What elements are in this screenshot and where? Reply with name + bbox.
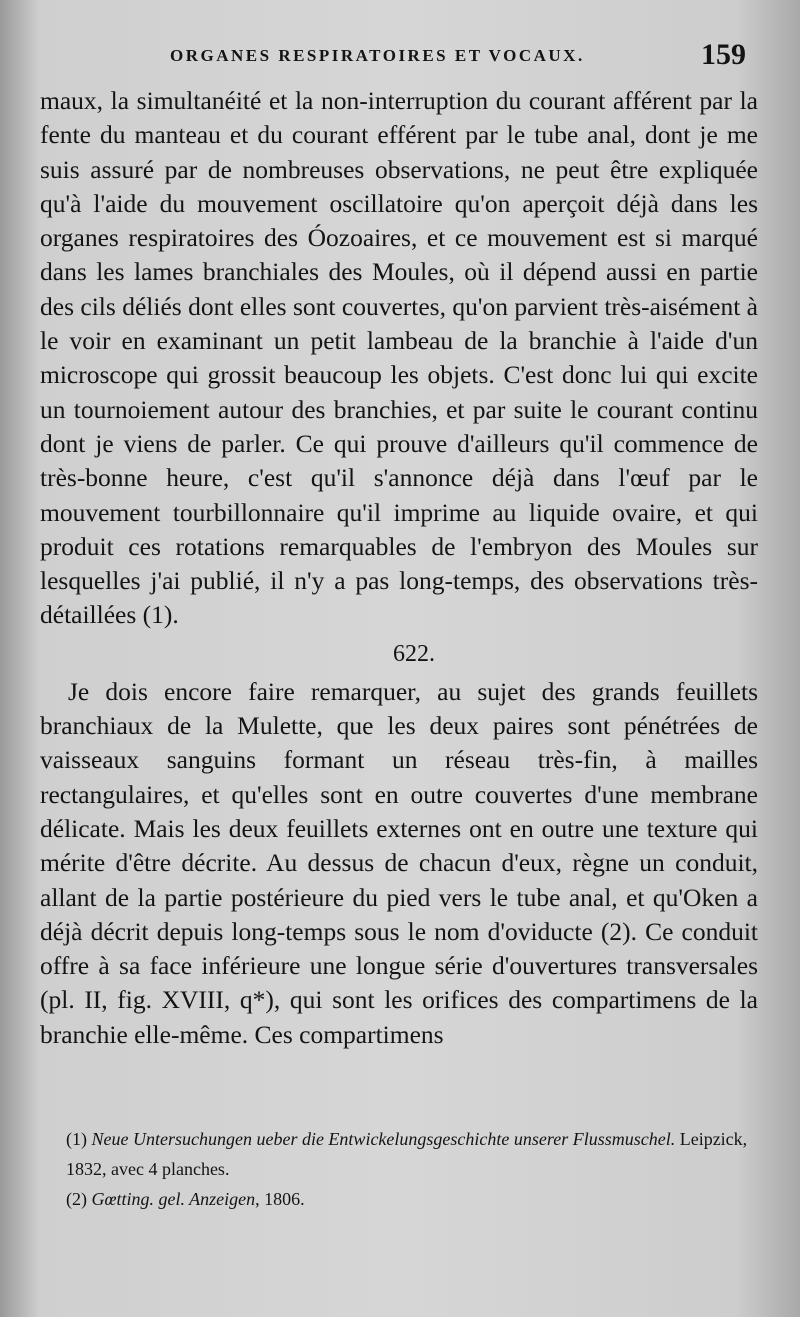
running-head <box>40 38 758 84</box>
footnote-italic-title: Neue Untersuchungen ueber die Entwickelungsgeschichte unserer Flussmuschel. <box>91 1129 676 1150</box>
footnote-details: Leipzick, 1832, avec 4 planches. <box>66 1129 748 1180</box>
footnote-1 <box>66 1124 754 1184</box>
footnote-marker: (2) <box>66 1189 87 1210</box>
page-number: 159 <box>701 38 746 71</box>
footnote-marker: (1) <box>66 1129 87 1150</box>
paragraph-continued: maux, la simultanéité et la non-interruption du courant afférent par la fente du manteau et du courant efférent par le tube anal, dont je me suis assuré par de nombreuses observations, ne peut être expliquée qu'à l'aide du mouvement oscillatoire qu'on aperçoit déjà dans les organes respiratoires des Óozoaires, et ce mouvement est si marqué dans les lames branchiales des Moules, où il dépend aussi en partie des cils déliés dont elles sont couvertes, qu'on parvient très-aisément à le voir en examinant un petit lambeau de la branchie à l'aide d'un microscope qui grossit beaucoup les objets. C'est donc lui qui excite un tournoiement autour des branchies, et par suite le courant continu dont je viens de parler. Ce qui prouve d'ailleurs qu'il commence de très-bonne heure, c'est qu'il s'annonce déjà dans l'œuf par le mouvement tourbillonnaire qu'il imprime au liquide ovaire, et qui produit ces rotations remarquables de l'embryon des Moules sur lesquelles j'ai publié, il n'y a pas long-temps, des observations très-détaillées (1). <box>40 86 758 630</box>
body-text <box>40 84 758 1052</box>
footnote-details: , 1806. <box>255 1189 305 1210</box>
footnotes <box>66 1124 754 1214</box>
footnote-italic-title: Gœtting. gel. Anzeigen <box>91 1189 256 1210</box>
paragraph-section-622: Je dois encore faire remarquer, au sujet des grands feuillets branchiaux de la Mulette, que les deux paires sont pénétrées de vaisseaux sanguins formant un réseau très-fin, à mailles rectangulaires, et qu'elles sont en outre couvertes d'une membrane délicate. Mais les deux feuillets externes ont en outre une texture qui mérite d'être décrite. Au dessus de chacun d'eux, règne un conduit, allant de la partie postérieure du pied vers le tube anal, et qu'Oken a déjà décrit depuis long-temps sous le nom d'oviducte (2). Ce conduit offre à sa face inférieure une longue série d'ouvertures transversales (pl. II, fig. XVIII, q*), qui sont les orifices des compartimens de la branchie elle-même. Ces compartimens <box>40 676 758 1049</box>
running-title: ORGANES RESPIRATOIRES ET VOCAUX. <box>170 46 585 65</box>
section-number: 622. <box>393 640 435 667</box>
footnote-2 <box>66 1184 754 1214</box>
